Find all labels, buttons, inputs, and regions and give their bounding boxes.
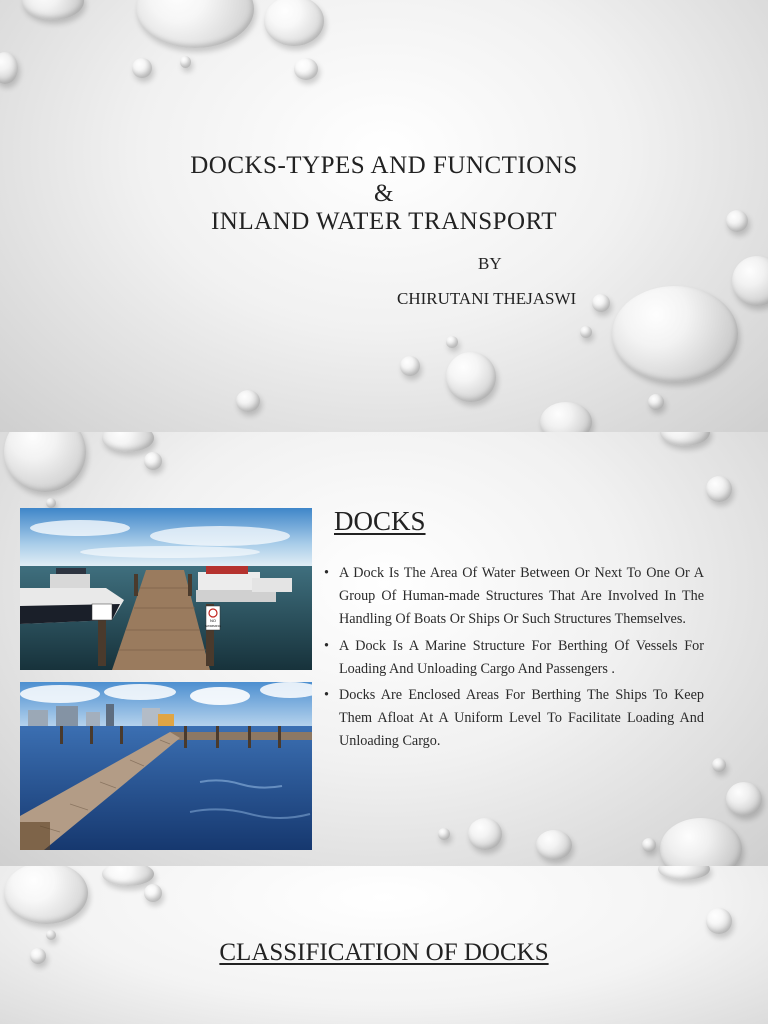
title-line-2: INLAND WATER TRANSPORT [210,208,558,235]
docks-bullet-list [322,562,704,757]
water-drop [446,336,458,348]
presentation-title [0,152,768,236]
by-label: BY [478,254,502,273]
water-drop [660,818,742,866]
sign-text: NO [210,618,216,623]
water-drop [136,0,254,48]
water-drop [536,830,572,860]
water-drop [592,294,610,312]
sign-subtext: SWIMMING [205,624,221,628]
classification-slide [0,866,768,1024]
water-drop [236,390,260,412]
water-drop [726,782,762,816]
water-drop [144,452,162,470]
bullet-marker: • [324,565,329,581]
bullet-text: A Dock Is The Area Of Water Between Or Next To One Or A Group Of Human-made Structures That Are Involved In The Handling Of Boats Or Ships Or Such Structures Themselves. [339,565,704,628]
water-drop [264,0,324,46]
docks-heading: DOCKS [334,506,426,536]
pier-city-illustration [20,682,312,850]
water-drop [4,432,86,492]
water-drop [446,352,496,402]
bullet-marker: • [324,637,329,654]
water-drop [22,0,84,20]
title-ampersand: & [374,180,394,207]
bullet-text: Docks Are Enclosed Areas For Berthing The Ships To Keep Them Afloat At A Uniform Level To Facilitate Loading And Unloading Cargo. [339,687,704,750]
title-slide [0,0,768,432]
bullet-marker: • [324,687,329,704]
water-drop [400,356,420,376]
author-name: CHIRUTANI THEJASWI [397,289,577,308]
bullet-item [322,635,704,681]
water-drop [294,58,318,80]
title-line-1: DOCKS-TYPES AND FUNCTIONS [190,152,578,179]
water-drop [658,866,710,880]
water-drop [144,884,162,902]
water-drop [4,866,88,924]
water-drop [706,908,732,934]
docks-slide [0,432,768,866]
water-drop [180,56,191,68]
marina-dock-photo [20,508,312,670]
water-drop [648,394,664,410]
water-drop [642,838,656,852]
water-drop [438,828,450,840]
water-drop [132,58,152,78]
pier-city-photo [20,682,312,850]
water-drop [612,286,738,382]
marina-dock-illustration [20,508,312,670]
water-drop [102,432,154,452]
bullet-text: A Dock Is A Marine Structure For Berthing Of Vessels For Loading And Unloading Cargo And Passengers . [339,637,704,677]
water-drop [468,818,502,850]
water-drop [102,866,154,886]
bullet-item [322,562,704,632]
water-drop [580,326,592,338]
water-drop [706,476,732,502]
bullet-item [322,684,704,754]
water-drop [660,432,710,446]
classification-heading: CLASSIFICATION OF DOCKS [219,939,549,966]
water-drop [540,402,592,432]
water-drop [712,758,726,772]
water-drop [732,256,768,306]
water-drop [46,498,56,508]
water-drop [0,52,18,84]
